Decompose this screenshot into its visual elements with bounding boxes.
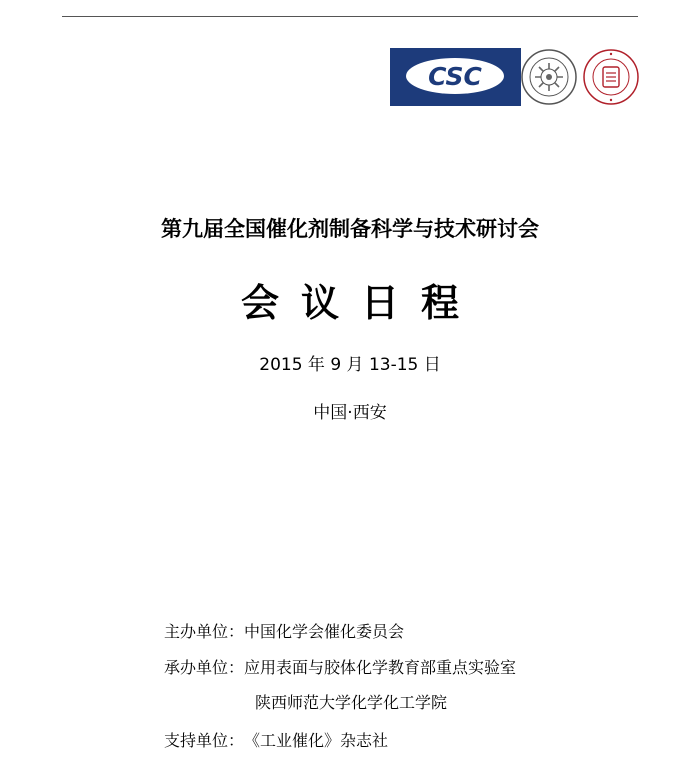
csc-logo [390, 48, 521, 106]
logo-strip [390, 46, 640, 106]
co-host-label: 承办单位： [164, 658, 245, 677]
conference-date: 2015 年 9 月 13-15 日 [259, 355, 441, 375]
co-host-value-2: 陕西师范大学化学化工学院 [255, 693, 448, 712]
csc-logo-oval [406, 58, 504, 94]
co-host-value-1: 应用表面与胶体化学教育部重点实验室 [244, 658, 517, 677]
support-organizer [164, 728, 388, 751]
document-title: 会议日程 [240, 281, 481, 325]
host-value: 中国化学会催化委员会 [244, 622, 405, 641]
top-divider [62, 16, 638, 17]
csc-logo-text: CSC [428, 61, 482, 91]
college-seal-icon [582, 48, 640, 106]
support-value: 《工业催化》杂志社 [244, 731, 389, 750]
support-label: 支持单位： [164, 731, 245, 750]
university-seal-icon [520, 48, 578, 106]
host-label: 主办单位： [164, 622, 245, 641]
conference-title: 第九届全国催化剂制备科学与技术研讨会 [161, 217, 539, 241]
host-organizer [164, 619, 404, 642]
co-host-organizer [164, 655, 516, 678]
conference-location: 中国·西安 [313, 403, 387, 423]
co-host-organizer-2 [255, 690, 447, 713]
